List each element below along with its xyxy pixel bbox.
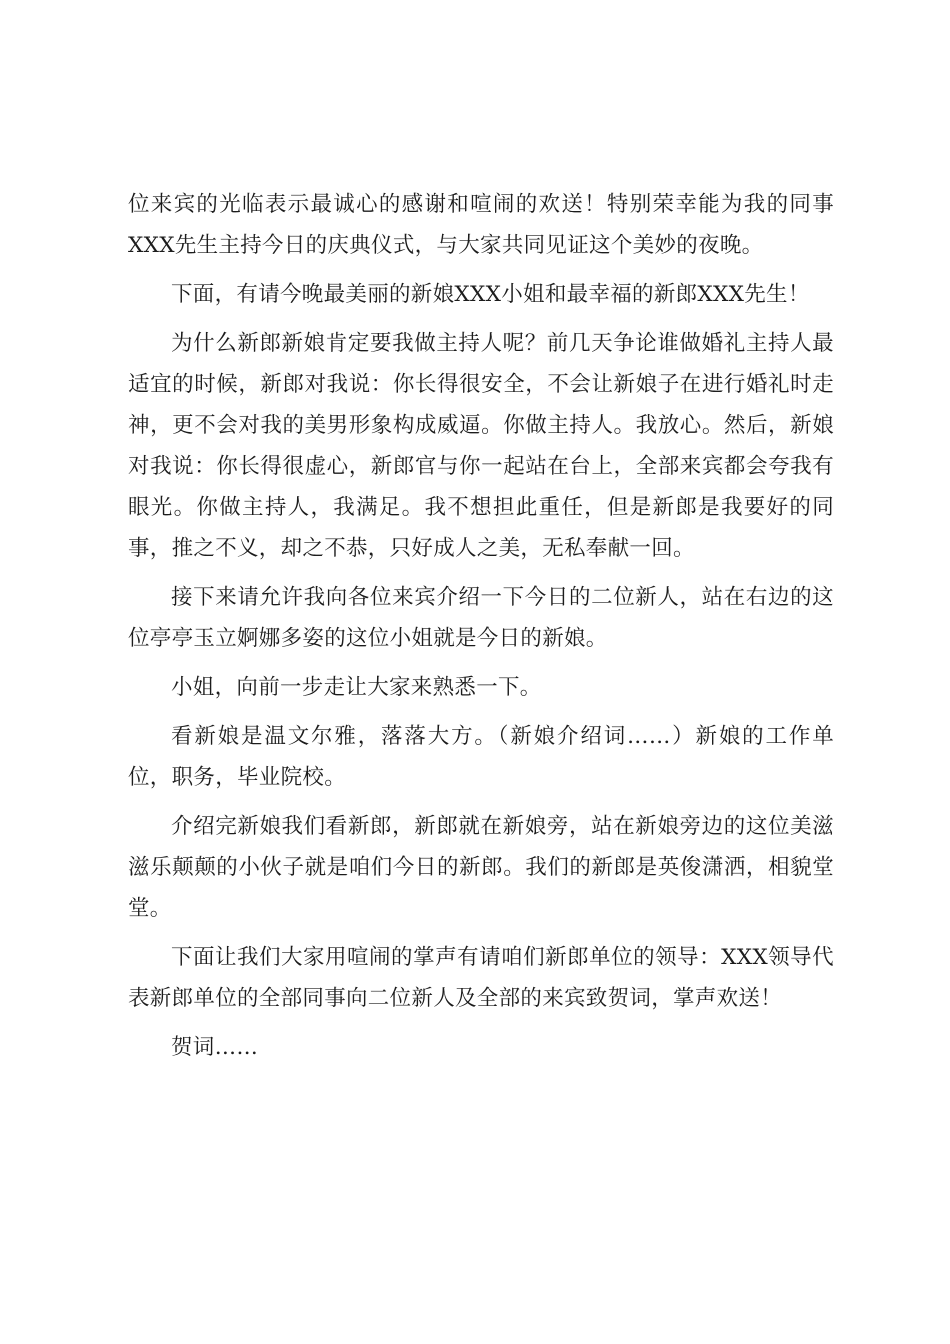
- paragraph-3: 为什么新郎新娘肯定要我做主持人呢？前几天争论谁做婚礼主持人最适宜的时候，新郎对我说：你长得很安全，不会让新娘子在进行婚礼时走神，更不会对我的美男形象构成威逼。你做主持人。我放心。然后，新娘对我说：你长得很虚心，新郎官与你一起站在台上，全部来宾都会夸我有眼光。你做主持人，我满足。我不想担此重任，但是新郎是我要好的同事，推之不义，却之不恭，只好成人之美，无私奉献一回。: [128, 331, 834, 561]
- paragraph-1: 位来宾的光临表示最诚心的感谢和喧闹的欢送！特别荣幸能为我的同事XXX先生主持今日的庆典仪式，与大家共同见证这个美妙的夜晚。: [128, 192, 834, 258]
- document-body: [128, 184, 834, 1076]
- paragraph-5: 小姐，向前一步走让大家来熟悉一下。: [171, 675, 542, 700]
- paragraph-6: 看新娘是温文尔雅，落落大方。（新娘介绍词……）新娘的工作单位，职务，毕业院校。: [128, 724, 834, 790]
- paragraph-9: 贺词……: [171, 1035, 259, 1060]
- paragraph-7: 介绍完新娘我们看新郎，新郎就在新娘旁，站在新娘旁边的这位美滋滋乐颠颠的小伙子就是咱们今日的新郎。我们的新郎是英俊潇洒，相貌堂堂。: [128, 814, 834, 921]
- paragraph-4: 接下来请允许我向各位来宾介绍一下今日的二位新人，站在右边的这位亭亭玉立婀娜多姿的这位小姐就是今日的新娘。: [128, 585, 834, 651]
- paragraph-8: 下面让我们大家用喧闹的掌声有请咱们新郎单位的领导：XXX领导代表新郎单位的全部同事向二位新人及全部的来宾致贺词，掌声欢送！: [128, 945, 834, 1011]
- paragraph-2: 下面，有请今晚最美丽的新娘XXX小姐和最幸福的新郎XXX先生！: [171, 282, 810, 307]
